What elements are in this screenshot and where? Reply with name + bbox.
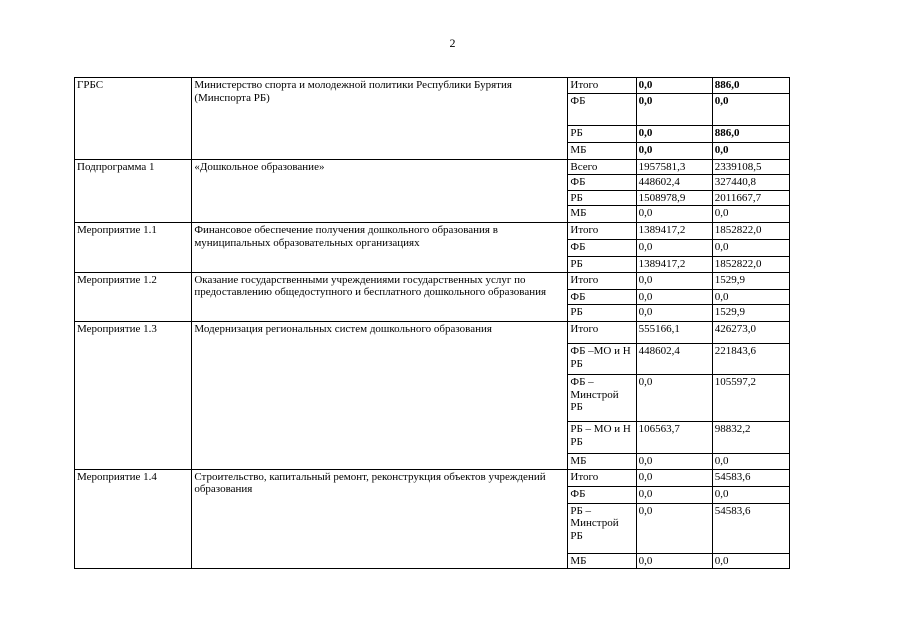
value-year-1: 448602,4 — [636, 175, 712, 191]
funding-source: РБ – Минстрой РБ — [568, 503, 636, 553]
value-year-1: 0,0 — [636, 486, 712, 503]
table-row — [75, 223, 790, 240]
row-label: Мероприятие 1.3 — [75, 322, 192, 470]
funding-source: РБ — [568, 257, 636, 273]
value-year-1: 448602,4 — [636, 344, 712, 375]
value-year-2: 2339108,5 — [712, 159, 789, 175]
row-description: Оказание государственными учреждениями государственных услуг по предоставлению общедоступного и бесплатного дошкольного образования — [192, 272, 568, 322]
value-year-2: 0,0 — [712, 206, 789, 223]
row-label: Мероприятие 1.2 — [75, 272, 192, 322]
value-year-1: 0,0 — [636, 142, 712, 159]
value-year-2: 0,0 — [712, 486, 789, 503]
row-label: Мероприятие 1.4 — [75, 469, 192, 569]
row-label: ГРБС — [75, 78, 192, 160]
value-year-1: 1508978,9 — [636, 190, 712, 206]
funding-source: ФБ — [568, 175, 636, 191]
value-year-1: 0,0 — [636, 272, 712, 289]
row-label: Подпрограмма 1 — [75, 159, 192, 223]
value-year-1: 1389417,2 — [636, 223, 712, 240]
funding-source: ФБ — [568, 240, 636, 257]
table-row — [75, 322, 790, 344]
value-year-2: 426273,0 — [712, 322, 789, 344]
funding-source: РБ – МО и Н РБ — [568, 422, 636, 454]
value-year-1: 106563,7 — [636, 422, 712, 454]
value-year-1: 0,0 — [636, 289, 712, 305]
funding-source: Итого — [568, 272, 636, 289]
value-year-2: 0,0 — [712, 142, 789, 159]
funding-source: ФБ –МО и Н РБ — [568, 344, 636, 375]
value-year-1: 0,0 — [636, 305, 712, 322]
value-year-1: 0,0 — [636, 93, 712, 125]
value-year-2: 2011667,7 — [712, 190, 789, 206]
funding-source: РБ — [568, 305, 636, 322]
value-year-2: 1529,9 — [712, 272, 789, 289]
value-year-2: 886,0 — [712, 125, 789, 142]
funding-source: МБ — [568, 553, 636, 569]
value-year-2: 0,0 — [712, 454, 789, 470]
funding-source: РБ — [568, 125, 636, 142]
value-year-2: 1852822,0 — [712, 223, 789, 240]
funding-source: ФБ — [568, 93, 636, 125]
table-row — [75, 272, 790, 289]
row-description: Министерство спорта и молодежной политики Республики Бурятия (Минспорта РБ) — [192, 78, 568, 160]
funding-source: ФБ — [568, 486, 636, 503]
funding-source: МБ — [568, 206, 636, 223]
value-year-1: 0,0 — [636, 553, 712, 569]
table-row — [75, 78, 790, 94]
value-year-2: 54583,6 — [712, 503, 789, 553]
value-year-2: 327440,8 — [712, 175, 789, 191]
value-year-2: 105597,2 — [712, 375, 789, 422]
funding-source: Итого — [568, 322, 636, 344]
value-year-1: 0,0 — [636, 125, 712, 142]
value-year-1: 0,0 — [636, 503, 712, 553]
row-description: Модернизация региональных систем дошкольного образования — [192, 322, 568, 470]
value-year-2: 0,0 — [712, 240, 789, 257]
value-year-2: 0,0 — [712, 289, 789, 305]
funding-source: ФБ — [568, 289, 636, 305]
value-year-1: 0,0 — [636, 454, 712, 470]
funding-source: Всего — [568, 159, 636, 175]
budget-table — [74, 77, 790, 569]
value-year-1: 0,0 — [636, 375, 712, 422]
funding-source: МБ — [568, 454, 636, 470]
value-year-2: 0,0 — [712, 553, 789, 569]
value-year-1: 0,0 — [636, 78, 712, 94]
value-year-2: 221843,6 — [712, 344, 789, 375]
value-year-1: 0,0 — [636, 240, 712, 257]
value-year-2: 1852822,0 — [712, 257, 789, 273]
value-year-1: 0,0 — [636, 206, 712, 223]
page-number: 2 — [449, 36, 456, 50]
value-year-1: 555166,1 — [636, 322, 712, 344]
value-year-2: 886,0 — [712, 78, 789, 94]
value-year-2: 98832,2 — [712, 422, 789, 454]
row-label: Мероприятие 1.1 — [75, 223, 192, 273]
row-description: «Дошкольное образование» — [192, 159, 568, 223]
value-year-1: 0,0 — [636, 469, 712, 486]
table-row — [75, 469, 790, 486]
funding-source: РБ — [568, 190, 636, 206]
funding-source: Итого — [568, 78, 636, 94]
value-year-2: 0,0 — [712, 93, 789, 125]
table-row — [75, 159, 790, 175]
row-description: Строительство, капитальный ремонт, реконструкция объектов учреждений образования — [192, 469, 568, 569]
funding-source: Итого — [568, 469, 636, 486]
row-description: Финансовое обеспечение получения дошкольного образования в муниципальных образовательных организациях — [192, 223, 568, 273]
value-year-1: 1389417,2 — [636, 257, 712, 273]
value-year-1: 1957581,3 — [636, 159, 712, 175]
funding-source: МБ — [568, 142, 636, 159]
value-year-2: 1529,9 — [712, 305, 789, 322]
value-year-2: 54583,6 — [712, 469, 789, 486]
funding-source: ФБ – Минстрой РБ — [568, 375, 636, 422]
funding-source: Итого — [568, 223, 636, 240]
